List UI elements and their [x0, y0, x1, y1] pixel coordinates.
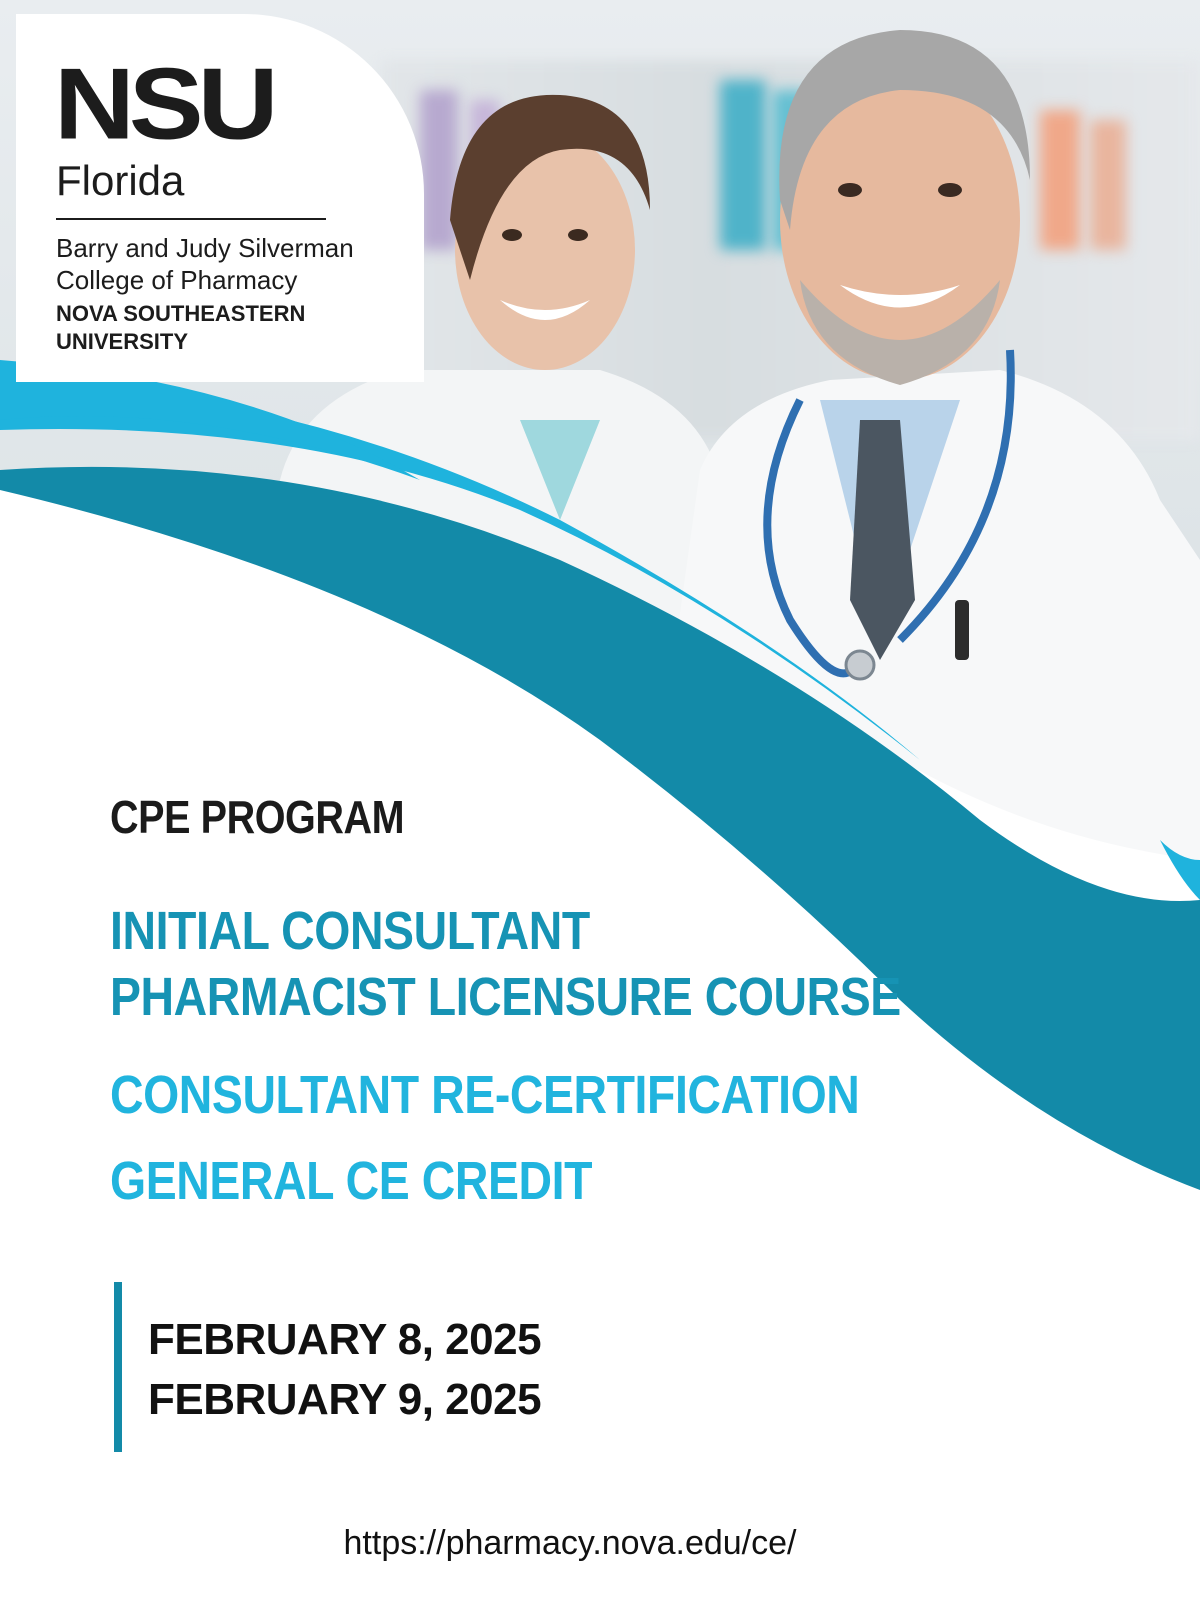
- course-initial-consultant: [110, 898, 901, 1030]
- nsu-logo-card: [16, 14, 424, 382]
- course-initial-line-2: PHARMACIST LICENSURE COURSE: [110, 967, 901, 1027]
- logo-college-line-1: Barry and Judy Silverman: [56, 233, 354, 263]
- logo-university-name: [56, 300, 305, 356]
- program-eyebrow: CPE PROGRAM: [110, 791, 405, 843]
- logo-college-name: [56, 232, 354, 296]
- website-link[interactable]: https://pharmacy.nova.edu/ce/: [343, 1524, 797, 1562]
- event-date-1: FEBRUARY 8, 2025: [148, 1315, 542, 1364]
- logo-college-line-2: College of Pharmacy: [56, 265, 298, 295]
- logo-state: Florida: [56, 157, 185, 204]
- course-general-ce: GENERAL CE CREDIT: [110, 1151, 593, 1211]
- event-date-2: FEBRUARY 9, 2025: [148, 1375, 542, 1424]
- event-dates: [148, 1310, 541, 1430]
- course-initial-line-1: INITIAL CONSULTANT: [110, 901, 590, 961]
- dates-accent-bar: [114, 1282, 122, 1452]
- logo-divider: [56, 218, 326, 220]
- nsu-wordmark: NSU: [54, 47, 273, 161]
- course-recertification: CONSULTANT RE-CERTIFICATION: [110, 1065, 860, 1125]
- logo-university-line-2: UNIVERSITY: [56, 329, 189, 354]
- logo-university-line-1: NOVA SOUTHEASTERN: [56, 301, 306, 326]
